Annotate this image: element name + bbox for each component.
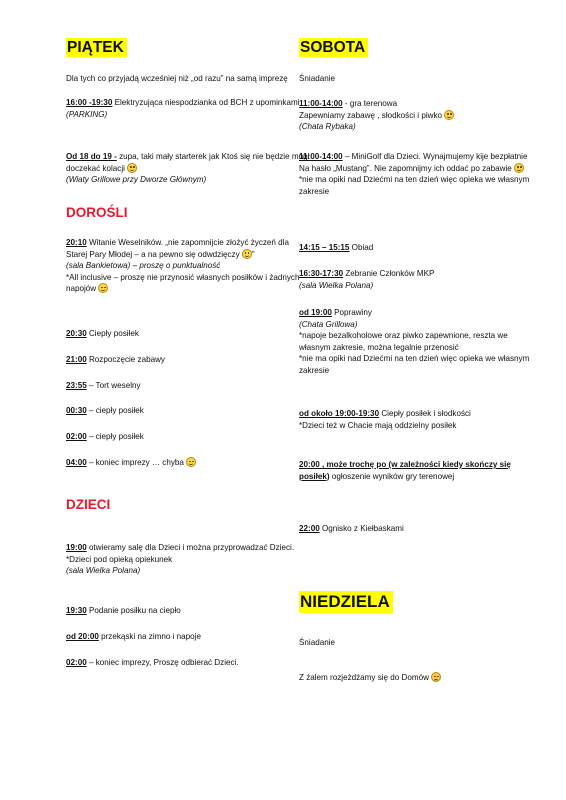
saturday-meal-time: od około 19:00-19:30 [299, 409, 380, 418]
friday-surprise-time: 16:00 -19:30 [66, 98, 113, 107]
saturday-meeting-text: Zebranie Członków MKP [343, 269, 435, 278]
saturday-game-place: (Chata Rybaka) [299, 122, 356, 132]
saturday-heading: SOBOTA [299, 38, 368, 57]
kids-item-time: 02:00 [66, 658, 87, 667]
adults-item-time: 00:30 [66, 406, 87, 415]
adults-item-time: 02:00 [66, 432, 87, 441]
saturday-breakfast [299, 73, 534, 85]
saturday-after-note1: *napoje bezalkoholowe oraz piwko zapewnione, reszta we własnym zakresie, można legalnie przenosić [299, 331, 508, 352]
friday-soup-place: (Wiaty Grillowe przy Dworze Głównym) [66, 175, 207, 185]
friday-heading-block [66, 38, 311, 57]
sad-face-icon [431, 672, 441, 682]
adults-heading-block [66, 205, 311, 221]
kids-item [66, 631, 311, 643]
saturday-results-time: 20:00 , może trochę po (w zależności kiedy skończy się posiłek) [299, 460, 511, 481]
saturday-after-place: (Chata Grillowa) [299, 319, 358, 329]
saturday-heading-block [299, 38, 534, 57]
saturday-breakfast-text: Śniadanie [299, 74, 336, 83]
friday-intro [66, 73, 311, 85]
friday-intro-text: Dla tych co przyjadą wcześniej niż „od razu” na samą imprezę [66, 74, 288, 83]
sunday-goodbye [299, 672, 534, 684]
sunday-goodbye-text: Z żalem rozjeżdżamy się do Domów [299, 673, 432, 682]
friday-soup [66, 151, 311, 186]
friday-soup-text: zupa, taki mały starterek jak Ktoś się nie będzie mógł doczekać kolacji [66, 152, 310, 173]
smile-icon [186, 457, 196, 467]
adults-item [66, 457, 311, 469]
adults-welcome-place: (sala Bankietowa) – proszę o punktualność [66, 261, 221, 271]
saturday-lunch-text: Obiad [349, 243, 374, 252]
smile-icon [444, 110, 454, 120]
smile-icon [98, 283, 108, 293]
kids-item [66, 605, 311, 617]
saturday-fire-time: 22:00 [299, 524, 320, 533]
smile-icon [242, 249, 252, 259]
adults-item-time: 04:00 [66, 458, 87, 467]
saturday-fire-text: Ognisko z Kiełbaskami [319, 524, 404, 533]
kids-room-text: otwieramy salę dla Dzieci i można przyprowadzać Dzieci. [86, 543, 295, 552]
friday-surprise [66, 97, 311, 120]
saturday-after-time: od 19:00 [299, 308, 332, 317]
saturday-after-text: Poprawiny [331, 308, 372, 317]
kids-room [66, 542, 311, 577]
saturday-after-note2: *nie ma opiki nad Dziećmi na ten dzień więc opieka we własnym zakresie [299, 354, 530, 375]
saturday-meal-note: *Dzieci też w Chacie mają oddzielny posiłek [299, 420, 457, 430]
adults-item [66, 405, 311, 417]
sunday-breakfast [299, 637, 534, 649]
kids-item-text: Podanie posiłku na ciepło [86, 606, 181, 615]
friday-surprise-place: (PARKING) [66, 109, 108, 119]
adults-item [66, 354, 311, 366]
saturday-meal-text: Ciepły posiłek i słodkości [379, 409, 471, 418]
saturday-lunch-time: 14:15 – 15:15 [299, 243, 350, 252]
adults-item-time: 20:30 [66, 329, 87, 338]
friday-soup-time: Od 18 do 19 - [66, 152, 117, 161]
adults-welcome-note: *All inclusive – proszę nie przynosić własnych posiłków i żadnych napojów [66, 272, 300, 294]
sunday-heading: NIEDZIELA [299, 591, 393, 613]
kids-item-time: od 20:00 [66, 632, 99, 641]
friday-heading: PIĄTEK [66, 38, 127, 57]
saturday-game-sub: Zapewniamy zabawę , słodkości i piwko [299, 110, 445, 120]
kids-room-time: 19:00 [66, 543, 87, 552]
adults-item-time: 21:00 [66, 355, 87, 364]
smile-icon [514, 163, 524, 173]
saturday-meeting [299, 268, 534, 291]
saturday-golf-note: *nie ma opiki nad Dziećmi na ten dzień więc opieka we własnym zakresie [299, 175, 530, 196]
adults-welcome-text: Witanie Weselników. „nie zapomnijcie złożyć życzeń dla Starej Pary Młodej – a na pewno się odwdzięczy [66, 238, 289, 259]
kids-room-place: (sala Wielka Polana) [66, 566, 141, 576]
kids-room-note: *Dzieci pod opieką opiekunek [66, 554, 173, 564]
saturday-game-time: 11:00-14:00 [299, 99, 343, 108]
adults-item-time: 23:55 [66, 381, 87, 390]
saturday-afterparty [299, 307, 534, 377]
adults-item-text: Ciepły posiłek [86, 329, 139, 338]
saturday-golf-text: – MiniGolf dla Dzieci. Wynajmujemy kije bezpłatnie Na hasło „Mustang”. Nie zapomnijmy ich oddać po zabawie [299, 152, 528, 173]
adults-heading: DOROŚLI [66, 205, 128, 220]
kids-item-text: – koniec imprezy, Proszę odbierać Dzieci. [86, 658, 239, 667]
saturday-lunch [299, 242, 534, 254]
adults-item [66, 328, 311, 340]
saturday-results [299, 459, 534, 482]
saturday-meal [299, 408, 534, 431]
kids-item-time: 19:30 [66, 606, 87, 615]
adults-item-text: – ciepły posiłek [86, 432, 144, 441]
adults-welcome-time: 20:10 [66, 238, 87, 247]
adults-item-text: – Tort weselny [86, 381, 141, 390]
saturday-bonfire [299, 523, 534, 535]
adults-item [66, 431, 311, 443]
kids-item-text: przekąski na zimno i napoje [98, 632, 201, 641]
saturday-meeting-place: (sala Wielka Polana) [299, 280, 374, 290]
sunday-breakfast-text: Śniadanie [299, 638, 336, 647]
smile-icon [127, 163, 137, 173]
adults-welcome-text-end: ” [251, 249, 255, 259]
adults-welcome [66, 237, 311, 295]
saturday-golf [299, 151, 534, 197]
kids-heading-block [66, 497, 311, 513]
adults-item [66, 380, 311, 392]
adults-item-text: Rozpoczęcie zabawy [86, 355, 165, 364]
sunday-heading-block [299, 591, 534, 613]
saturday-results-text: ogłoszenie wyników gry terenowej [329, 471, 455, 481]
saturday-meeting-time: 16:30-17:30 [299, 269, 344, 278]
friday-surprise-text: Elektryzująca niespodzianka od BCH z upominkami [112, 98, 300, 107]
saturday-game [299, 98, 534, 133]
kids-heading: DZIECI [66, 497, 111, 512]
adults-item-text: – koniec imprezy … chyba [86, 458, 187, 467]
kids-item [66, 657, 311, 669]
adults-item-text: – ciepły posiłek [86, 406, 144, 415]
saturday-game-text: - gra terenowa [342, 99, 398, 108]
saturday-golf-time: 11:00-14:00 [299, 152, 343, 161]
